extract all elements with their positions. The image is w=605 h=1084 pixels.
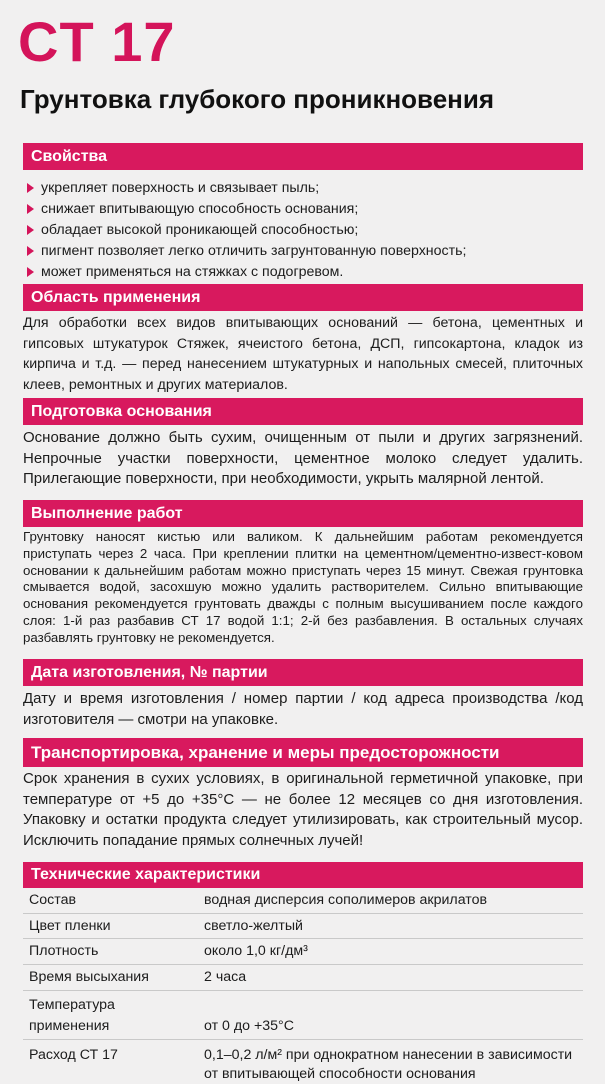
table-row [23,888,583,914]
bullet-arrow-icon [27,225,34,235]
table-row [23,939,583,965]
list-item: обладает высокой проникающей способностью; [27,219,583,240]
table-row [23,1040,583,1084]
product-subtitle: Грунтовка глубокого проникновения [20,84,495,114]
bullet-arrow-icon [27,267,34,277]
spec-label: Расход СТ 17 [29,1047,118,1063]
spec-label: Температура применения [29,997,115,1034]
transport-text: Срок хранения в сухих условиях, в оригинальной герметичной упаковке, при температуре от +5 до +35°С — не более 12 месяцев со дня изготовления. Упаковку и остатки продукта следует утилизировать, как строительный мусор. Исключить попадание прямых солнечных лучей! [23,770,583,849]
list-item: может применяться на стяжках с подогревом. [27,262,583,283]
spec-value: около 1,0 кг/дм³ [204,943,308,959]
bullet-arrow-icon [27,183,34,193]
product-title: CT 17 [18,10,176,73]
section-heading-preparation: Подготовка основания [23,398,583,425]
section-heading-work: Выполнение работ [23,500,583,527]
table-row [23,914,583,939]
manufacture-text: Дату и время изготовления / номер партии / код адреса производства /код изготовителя — смотри на упаковке. [23,690,583,728]
list-item: пигмент позволяет легко отличить загрунтованную поверхность; [27,241,583,262]
section-heading-application: Область применения [23,284,583,311]
spec-value: 2 часа [204,969,247,985]
section-heading-properties: Свойства [23,143,583,170]
spec-label: Состав [29,892,76,908]
spec-label: Цвет пленки [29,917,111,934]
application-text: Для обработки всех видов впитывающих оснований — бетона, цементных и гипсовых штукатурок Стяжек, ячеистого бетона, ДСП, гипсокартона, кладок из кирпича и т.д. — перед нанесением штукатурных и напольных смесей, плиточных клеев, ремонтных и других материалов. [23,315,583,393]
list-item: снижает впитывающую способность основания; [27,198,583,219]
section-heading-transport: Транспортировка, хранение и меры предосторожности [23,738,583,767]
spec-label: Плотность [29,943,99,959]
spec-value: от 0 до +35°С [204,1018,294,1034]
preparation-text: Основание должно быть сухим, очищенным от пыли и других загрязнений. Непрочные участки поверхности, цементное молоко следует удалить. Прилегающие поверхности, при необходимости, укрыть малярной лентой. [23,429,583,487]
bullet-arrow-icon [27,204,34,214]
spec-label: Время высыхания [29,969,149,985]
bullet-arrow-icon [27,246,34,256]
table-row [23,965,583,991]
section-heading-manufacture: Дата изготовления, № партии [23,659,583,686]
properties-list [27,177,583,283]
spec-value: светло-желтый [204,917,303,934]
spec-value: водная дисперсия сополимеров акрилатов [204,892,488,908]
section-heading-specs: Технические характеристики [23,862,583,888]
specs-table [23,888,583,1084]
table-row [23,991,583,1040]
work-text: Грунтовку наносят кистью или валиком. К дальнейшим работам рекомендуется приступать через 2 часа. При креплении плитки на цементном/цементно-извест-ковом основании к дальнейшим работам можно приступать через 15 минут. Свежая грунтовка смывается водой, засохшую можно удалить растворителем. Сильно впитывающие основания рекомендуется грунтовать дважды с полным высушиванием после каждого слоя: 1-й раз разбавив СТ 17 водой 1:1; 2-й без разбавления. В остальных случаях разбавлять грунтовку не рекомендуется. [23,529,583,645]
list-item: укрепляет поверхность и связывает пыль; [27,177,583,198]
spec-value: 0,1–0,2 л/м² при однократном нанесении в зависимости от впитывающей способности основания [204,1047,573,1082]
